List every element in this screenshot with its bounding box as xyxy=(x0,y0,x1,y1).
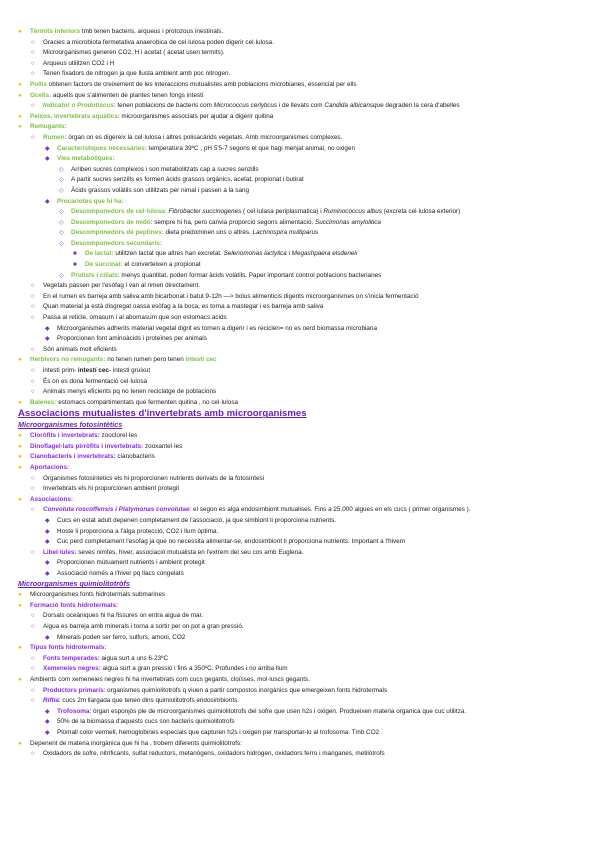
list-item xyxy=(18,463,560,474)
section-heading: Associacions mutualistes d'invertebrats amb microorganismes xyxy=(18,408,307,420)
bullet-circle-icon: ○ xyxy=(31,686,35,694)
item-text: Ruminococcus albus xyxy=(323,208,382,216)
item-text: cianobacteris xyxy=(115,453,155,461)
bullet-hollow-diamond-icon: ◇ xyxy=(59,165,64,173)
term-label: Indicator o Prodotiscus xyxy=(43,102,114,110)
list-item xyxy=(18,728,560,739)
item-text: Proporcionen mútuament nutrients i ambient protegit xyxy=(57,559,205,567)
list-item xyxy=(18,80,560,91)
bullet-diamond-icon: ◆ xyxy=(45,144,50,152)
bullet-circle-icon: ○ xyxy=(31,70,35,78)
term-label: Tipus fonts hidrotermals: xyxy=(30,644,107,652)
item-text: no tenen rumen pero tenen xyxy=(105,356,186,364)
term-label: Descomponedors de cel·lulosa: xyxy=(71,208,167,216)
list-item xyxy=(18,558,560,569)
bullet-circle-icon: ○ xyxy=(31,750,35,758)
bullet-dot-icon: ● xyxy=(18,123,22,131)
list-item xyxy=(18,495,560,506)
item-text: (excreta cel·lulosa exterior) xyxy=(381,208,461,216)
list-item xyxy=(18,569,560,580)
bullet-dot-icon: ● xyxy=(18,601,22,609)
list-item xyxy=(18,334,560,345)
item-text: Invertebrats els hi proporcionen ambient protegit xyxy=(43,485,180,493)
term-label: Tèrmits inferiors xyxy=(30,28,81,35)
list-item xyxy=(18,654,560,665)
list-item xyxy=(18,228,560,239)
bullet-circle-icon: ○ xyxy=(31,314,35,322)
term-label: Fonts temperades: xyxy=(43,654,100,662)
bullet-dot-icon: ● xyxy=(18,644,22,652)
term-label: intestí cec xyxy=(77,367,109,374)
bullet-diamond-icon: ◆ xyxy=(45,324,50,332)
list-item xyxy=(18,377,560,388)
bullet-dot-icon: ● xyxy=(18,591,22,599)
item-text: Minerals poden ser ferro, sulfurs, amoni, CO2 xyxy=(57,633,186,641)
list-item xyxy=(18,527,560,538)
list-item xyxy=(18,175,560,186)
item-text: - intesti gruixut xyxy=(108,367,151,374)
item-text: : sempre hi ha, pero canvia proporció segons alimentació. xyxy=(150,218,315,226)
item-text: Selenomonas lactylica xyxy=(223,250,287,258)
item-text: aquells que s'alimenten de plantes tenen fongs intestí xyxy=(51,91,204,99)
bullet-circle-icon: ○ xyxy=(31,654,35,662)
list-item xyxy=(18,260,560,271)
term-label: Balenes: xyxy=(30,398,57,406)
list-item xyxy=(18,69,560,80)
list-item xyxy=(18,165,560,176)
item-text: seves nimfes, hiver, associació mutualista en l'extrem del seu cos amb Euglena. xyxy=(76,548,304,556)
term-label: De lactat: xyxy=(85,250,114,258)
term-label: Cianobacteris i invertebrats: xyxy=(30,453,116,461)
item-text: tmb tenen bacteris, arqueus i protozous inestinals. xyxy=(80,28,224,35)
term-label: Protists i ciliats xyxy=(71,271,118,279)
term-label: Descomponedors secundaris: xyxy=(71,239,162,247)
bullet-dot-icon: ● xyxy=(18,398,22,406)
bullet-diamond-icon: ◆ xyxy=(45,729,50,736)
item-text: aigua surt a gran pressió i fins a 350ºC. Profundes i no arriba llum xyxy=(100,665,288,673)
item-text: Gracies a microbiota fermetativa anaerobica de cel·lulosa poden digerir cel·lulosa. xyxy=(43,38,274,46)
item-text: Plomall color vermell, hemoglobines especials que capturen h2s i oxigen per transportar-lo al trofosoma. Tmb CO2 xyxy=(57,729,380,736)
bullet-diamond-icon: ◆ xyxy=(45,527,50,535)
bullet-diamond-icon: ◆ xyxy=(45,197,50,205)
item-text: Arriben sucres complexos i son metabolitzats cap a sucres senzills xyxy=(71,165,259,173)
bullet-circle-icon: ○ xyxy=(31,367,35,374)
item-text: Associació només a l'hiver pq llacs congelats xyxy=(57,569,184,577)
item-text: És on es dona fermentació cel·lulosa xyxy=(43,377,148,385)
item-text: zooclorel·les xyxy=(99,432,138,440)
bullet-circle-icon: ○ xyxy=(31,292,35,300)
bullet-diamond-icon: ◆ xyxy=(45,538,50,546)
term-label: Convoluta roscoffensis i Platymonas convolutae xyxy=(43,506,190,514)
bullet-hollow-diamond-icon: ◇ xyxy=(59,271,64,279)
bullet-hollow-diamond-icon: ◇ xyxy=(59,176,64,184)
item-text: Organismes fotosintetics els hi proporcionen nutrients derivats de la fotosíntesi xyxy=(43,474,265,482)
list-item xyxy=(18,186,560,197)
bullet-diamond-icon: ◆ xyxy=(45,707,50,715)
list-item xyxy=(18,622,560,633)
item-text: Ambients com xemeneies negres hi ha invertebrats com cucs gegants, cloïsses, mol·luscs gegants. xyxy=(30,676,310,684)
bullet-dot-icon: ● xyxy=(18,28,22,35)
term-label: Aportacions: xyxy=(30,463,70,471)
list-item xyxy=(18,611,560,622)
bullet-circle-icon: ○ xyxy=(31,345,35,353)
list-item xyxy=(18,643,560,654)
bullet-circle-icon: ○ xyxy=(31,377,35,385)
item-text: Microorganismes fonts hidrotermals submarines xyxy=(30,591,166,599)
item-text: utilitzen lactat que altres han excretat. xyxy=(113,250,224,258)
bullet-hollow-diamond-icon: ◇ xyxy=(59,218,64,226)
list-item xyxy=(18,717,560,728)
list-item xyxy=(18,739,560,750)
list-item xyxy=(18,474,560,485)
item-text: Animals menys eficients pq no tenen reciclatge de poblacions xyxy=(43,388,217,396)
item-text: 50% de la biomassa d'aquests cucs son bacteris quimiolitotrofs xyxy=(57,718,235,726)
bullet-square-icon: ■ xyxy=(73,261,77,269)
term-label: Vies metabòliques: xyxy=(57,155,115,163)
list-item xyxy=(18,313,560,324)
term-label: Peixos, invertebrats aquàtics xyxy=(30,112,118,120)
list-item xyxy=(18,601,560,612)
item-text: el converteixen a propionat xyxy=(122,261,201,269)
item-text: Tenen fixadors de nitrogen ja que llusta ambient amb poc nitrogen. xyxy=(43,70,231,78)
item-text: Aigua es barreja amb minerals i torna a sortir per on pot a gran pressió. xyxy=(43,623,244,631)
bullet-circle-icon: ○ xyxy=(31,59,35,67)
item-text: En el rumen es barreja amb saliva amb bicarbonat i batut 9-12h —> bolus alimenticis digerits microorganismes on s'inicia fermentació xyxy=(43,292,419,300)
term-label: Xemeneies negres: xyxy=(43,665,101,673)
bullet-hollow-diamond-icon: ◇ xyxy=(59,186,64,194)
list-item xyxy=(18,324,560,335)
list-item xyxy=(18,144,560,155)
bullet-diamond-icon: ◆ xyxy=(45,569,50,577)
bullet-circle-icon: ○ xyxy=(31,133,35,141)
term-label: Cloròfits i invertebrats: xyxy=(30,432,100,440)
bullet-circle-icon: ○ xyxy=(31,49,35,57)
list-item xyxy=(18,505,560,516)
item-text: Depenent de materia inorgànica que hi ha , trobem diferents quimiolitotrofs: xyxy=(30,739,242,747)
item-text: zooxantel·les xyxy=(143,442,183,450)
term-label: Libel·lules: xyxy=(43,548,77,556)
item-text: aigua surt a uns 6-23ºC xyxy=(99,654,169,662)
list-item xyxy=(18,686,560,697)
bullet-diamond-icon: ◆ xyxy=(45,718,50,726)
item-text: : organismes quimiolitotròfs q viuen a partir compostos inorgànics que emergeixen fonts hidrotermals xyxy=(103,686,388,694)
bullet-circle-icon: ○ xyxy=(31,697,35,705)
item-text: : tenen poblacions de bacteris com xyxy=(113,102,214,110)
bullet-dot-icon: ● xyxy=(18,442,22,450)
bullet-hollow-diamond-icon: ◇ xyxy=(59,208,64,216)
item-text: òrgan on es digereix la cel·lulosa i altres polisacàrids vegetals. Amb microorganismes complexes. xyxy=(66,133,343,141)
item-text: temperatura 39ºC , pH 5'5-7 segons el que hagi menjat animal, no oxigen xyxy=(146,144,355,152)
item-text: intestí prim- xyxy=(43,367,78,374)
bullet-diamond-icon: ◆ xyxy=(45,559,50,567)
list-item xyxy=(18,271,560,282)
list-item xyxy=(18,749,560,760)
bullet-circle-icon: ○ xyxy=(31,38,35,46)
term-label: Productors primaris xyxy=(43,686,104,694)
term-label: Remugants: xyxy=(30,123,67,131)
bullet-circle-icon: ○ xyxy=(31,548,35,556)
term-label: Descomponedors de peptines: xyxy=(71,229,164,237)
term-label: Descomponedors de midó xyxy=(71,218,151,226)
list-item xyxy=(18,431,560,442)
list-item xyxy=(18,91,560,102)
bullet-dot-icon: ● xyxy=(18,676,22,684)
bullet-dot-icon: ● xyxy=(18,91,22,99)
list-item xyxy=(18,675,560,686)
bullet-dot-icon: ● xyxy=(18,739,22,747)
subsection-heading: Microorganismes quimiolitotròfs xyxy=(18,579,130,589)
item-text: obtenen factors de creixement de les interaccions mutualistes amb poblacions microbianes, essencial per ells xyxy=(46,80,357,88)
item-text: Proporcionen font aminoàcids i proteïnes per animals xyxy=(57,335,207,343)
item-text: Fibrobacter succinogenes xyxy=(168,208,242,216)
list-item xyxy=(18,133,560,144)
subsection-heading: Microorganismes fotosintètics xyxy=(18,420,123,430)
list-item xyxy=(18,442,560,453)
item-text: : microorganismes associats per ajudar a digerir quitina xyxy=(117,112,274,120)
item-text: Vegetals passen per l'esòfag i van al rimen directament. xyxy=(43,282,201,290)
bullet-circle-icon: ○ xyxy=(31,102,35,110)
bullet-circle-icon: ○ xyxy=(31,474,35,482)
bullet-circle-icon: ○ xyxy=(31,612,35,620)
term-label: Formació fonts hidrotermals: xyxy=(30,601,119,609)
list-item xyxy=(18,197,560,208)
item-text: Passa al reticle, omasum i al abomasum que son estomacs acids xyxy=(43,314,227,322)
bullet-dot-icon: ● xyxy=(18,112,22,120)
item-text: estomacs compartimentats que fermenten quitina , no cel·lulosa xyxy=(56,398,239,406)
list-item xyxy=(18,112,560,123)
list-item xyxy=(18,38,560,49)
item-text: Arqueus utilitzen CO2 i H xyxy=(43,59,115,67)
item-text: : cucs 2m llargada que tenen dins quimiolitotrofs endosimbionts. xyxy=(58,697,240,705)
list-item xyxy=(18,59,560,70)
list-item xyxy=(18,516,560,527)
term-label: Riftia xyxy=(43,697,59,705)
item-text: degraden la cera d'abelles xyxy=(383,102,460,110)
item-text: Micrococcus cerlyticus xyxy=(213,102,278,110)
list-item xyxy=(18,707,560,718)
bullet-dot-icon: ● xyxy=(18,453,22,461)
item-text: Dorsals oceàniques hi ha fissures on entra aigua de mar. xyxy=(43,612,204,620)
list-item xyxy=(18,239,560,250)
list-item xyxy=(18,101,560,112)
item-text: i de llevats com xyxy=(277,102,325,110)
item-text: Àcids grassos volàtils son utilitzats per nimal i passen a la sang xyxy=(71,186,250,194)
bullet-circle-icon: ○ xyxy=(31,282,35,290)
bullet-circle-icon: ○ xyxy=(31,388,35,396)
item-text: Megashpaera elsdeneii xyxy=(291,250,358,258)
list-item xyxy=(18,484,560,495)
item-text: Succimonas amylolitica xyxy=(315,218,381,226)
item-text: A partir sucres senzills es formen àcids grassos orgànics, acetat, propionat i butirat xyxy=(71,176,304,184)
list-item xyxy=(18,633,560,644)
bullet-dot-icon: ● xyxy=(18,463,22,471)
list-item xyxy=(18,154,560,165)
term-label: Herbívors no remugants: xyxy=(30,356,106,364)
list-item xyxy=(18,345,560,356)
bullet-diamond-icon: ◆ xyxy=(45,516,50,524)
bullet-diamond-icon: ◆ xyxy=(45,155,50,163)
bullet-dot-icon: ● xyxy=(18,432,22,440)
item-text: Microorganismes adherits material vegetal digrit es tornen a digerir i es reciclen= no es oerd biomassa microbiana xyxy=(57,324,377,332)
bullet-hollow-diamond-icon: ◇ xyxy=(59,229,64,237)
list-item xyxy=(18,664,560,675)
bullet-square-icon: ■ xyxy=(73,250,77,258)
item-text: : òrgan esponjós ple de microorganismes quimiolitotrofs del sofre que usen h2s i oxigen. Produeixen materia organica que cuc utilitza. xyxy=(89,707,467,715)
bullet-diamond-icon: ◆ xyxy=(45,335,50,343)
term-label: Trofosoma xyxy=(57,707,90,715)
bullet-diamond-icon: ◆ xyxy=(45,633,50,641)
list-item xyxy=(18,387,560,398)
list-item xyxy=(18,218,560,229)
bullet-dot-icon: ● xyxy=(18,80,22,88)
item-text: ( cel·lulasa periplasmatica) i xyxy=(241,208,324,216)
term-label: Rumen: xyxy=(43,133,67,141)
item-text: Són animals molt eficients xyxy=(43,345,117,353)
item-text: Microorganismes generen CO2, H i acetat ( acetat usen termits). xyxy=(43,49,225,57)
bullet-dot-icon: ● xyxy=(18,495,22,503)
bullet-hollow-diamond-icon: ◇ xyxy=(59,239,64,247)
term-label: Dinoflagel·lats pirròfits i invertebrats: xyxy=(30,442,144,450)
bullet-circle-icon: ○ xyxy=(31,623,35,631)
item-text: Candida albicansque xyxy=(324,102,384,110)
bullet-circle-icon: ○ xyxy=(31,506,35,514)
item-text: : menys quantitat, poden formar àcids volàtils. Paper important control poblacions bacterianes xyxy=(117,271,382,279)
list-item xyxy=(18,452,560,463)
list-item xyxy=(18,27,560,38)
item-text: Lachnospira multiparus xyxy=(252,229,319,237)
term-label: De succinat: xyxy=(85,261,123,269)
item-text: Oxidadors de sofre, nitrificants, sulfat reductors, metanògens, oxidadors hidrogen, oxidadors ferro i manganes, metilòtrofs xyxy=(43,750,385,758)
list-item xyxy=(18,48,560,59)
item-text: Cucs en estat adult depenen completament de l'associació, ja que simbiont li proporciona nutrients. xyxy=(57,516,337,524)
list-item xyxy=(18,398,560,409)
item-text: Quan material ja està disgregat oassa esòfag a la boca, es torna a mastegar i es barreja amb saliva xyxy=(43,303,324,311)
list-item xyxy=(18,207,560,218)
list-item xyxy=(18,281,560,292)
term-label: intestí cec xyxy=(185,356,217,364)
term-label: Procariotes que hi ha: xyxy=(57,197,124,205)
item-text: Cuc perd completament l'esofag ja que no necessita alimentar-se, endosimbiont li proporciona nutrients. Important a l'hivern xyxy=(57,538,406,546)
list-item xyxy=(18,696,560,707)
term-label: Ocells: xyxy=(30,91,52,99)
list-item xyxy=(18,249,560,260)
list-item xyxy=(18,302,560,313)
term-label: Característiques necessàries: xyxy=(57,144,147,152)
list-item xyxy=(18,548,560,559)
term-label: Associacions: xyxy=(30,495,74,503)
item-text: Hoste li proporciona a l'alga protecció, CO2 i llum òptima. xyxy=(57,527,219,535)
item-text: dieta predominen uns o altres. xyxy=(163,229,253,237)
list-item xyxy=(18,292,560,303)
item-text: : el segon es alga endosimbiont mutualises. Fins a 25.000 algues en els cucs ( primer organismes ). xyxy=(189,506,471,514)
list-item xyxy=(18,537,560,548)
bullet-dot-icon: ● xyxy=(18,356,22,364)
bullet-circle-icon: ○ xyxy=(31,665,35,673)
bullet-circle-icon: ○ xyxy=(31,303,35,311)
list-item xyxy=(18,590,560,601)
list-item xyxy=(18,366,560,377)
term-label: Pollis xyxy=(30,80,47,88)
bullet-circle-icon: ○ xyxy=(31,485,35,493)
list-item xyxy=(18,122,560,133)
item-text: i xyxy=(286,250,292,258)
list-item xyxy=(18,355,560,366)
